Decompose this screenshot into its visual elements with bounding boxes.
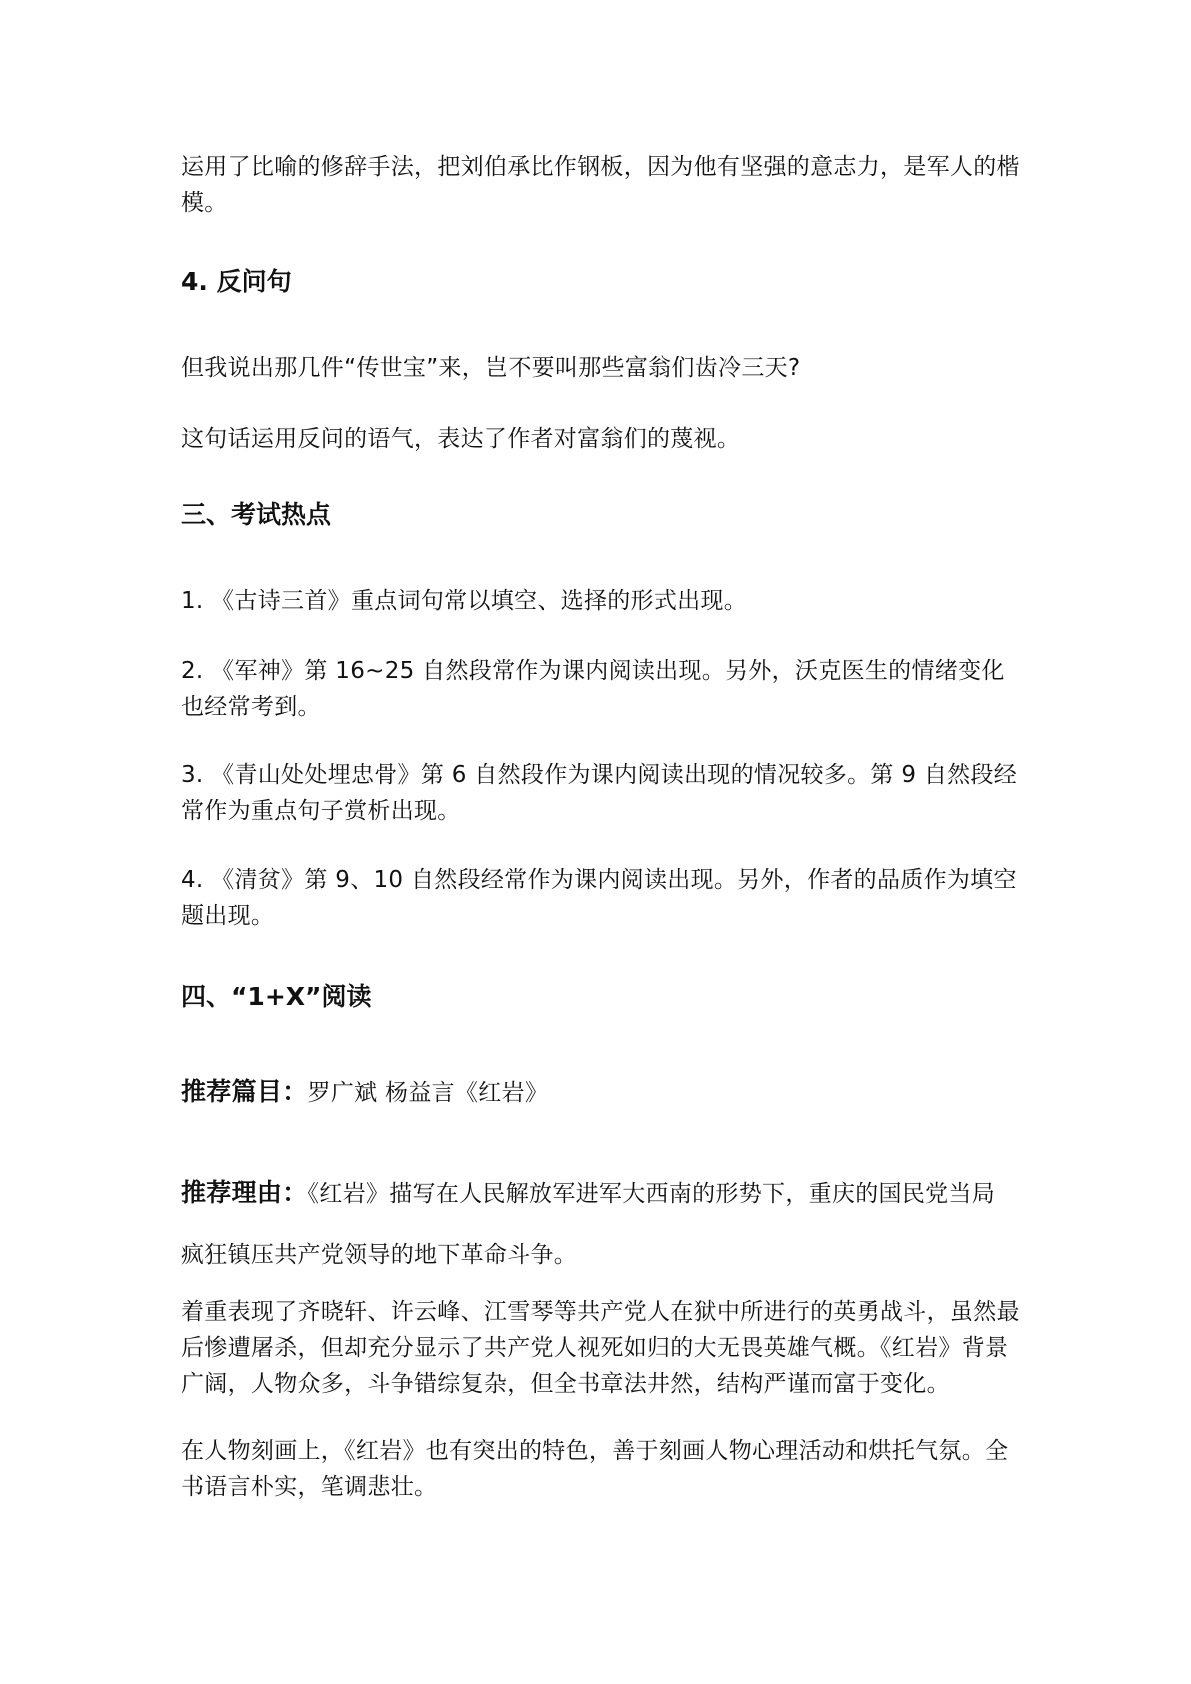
recommended-reason-line-2: 疯狂镇压共产党领导的地下革命斗争。 <box>181 1242 578 1268</box>
metaphor-explanation-paragraph: 运用了比喻的修辞手法，把刘伯承比作钢板，因为他有坚强的意志力，是军人的楷模。 <box>181 154 1020 216</box>
recommended-title-line <box>181 1074 1021 1111</box>
exam-item-1: 1. 《古诗三首》重点词句常以填空、选择的形式出现。 <box>181 588 748 614</box>
character-portrayal-paragraph: 在人物刻画上，《红岩》也有突出的特色，善于刻画人物心理活动和烘托气氛。全书语言朴实，笔调悲壮。 <box>181 1438 1009 1500</box>
rhetorical-question-explanation: 这句话运用反问的语气，表达了作者对富翁们的蔑视。 <box>181 426 741 452</box>
recommended-reason-label: 推荐理由： <box>181 1178 308 1207</box>
exam-hotspots-heading: 三、考试热点 <box>181 500 332 529</box>
exam-item-3: 3. 《青山处处埋忠骨》第 6 自然段作为课内阅读出现的情况较多。第 9 自然段经常作为重点句子赏析出现。 <box>181 762 1018 824</box>
exam-item-4: 4. 《清贫》第 9、10 自然段经常作为课内阅读出现。另外，作者的品质作为填空题出现。 <box>181 867 1017 929</box>
recommended-reason-paragraph <box>181 1175 1021 1273</box>
recommended-reason-line-1: 《红岩》描写在人民解放军进军大西南的形势下，重庆的国民党当局 <box>307 1181 996 1207</box>
recommended-title-label: 推荐篇目： <box>181 1077 308 1106</box>
reason-continuation-paragraph: 着重表现了齐晓轩、许云峰、江雪琴等共产党人在狱中所进行的英勇战斗，虽然最后惨遭屠杀，但却充分显示了共产党人视死如归的大无畏英雄气概。《红岩》背景广阔，人物众多，斗争错综复杂，但全书章法井然，结构严谨而富于变化。 <box>181 1299 1020 1397</box>
recommended-title-value: 罗广斌 杨益言《红岩》 <box>307 1080 549 1106</box>
rhetorical-question-example: 但我说出那几件“传世宝”来，岂不要叫那些富翁们齿冷三天? <box>181 355 801 381</box>
rhetorical-question-heading: 4. 反问句 <box>181 267 292 296</box>
reading-section-heading: 四、“1+X”阅读 <box>181 982 372 1011</box>
exam-item-2: 2. 《军神》第 16~25 自然段常作为课内阅读出现。另外，沃克医生的情绪变化也经常考到。 <box>181 658 1005 720</box>
